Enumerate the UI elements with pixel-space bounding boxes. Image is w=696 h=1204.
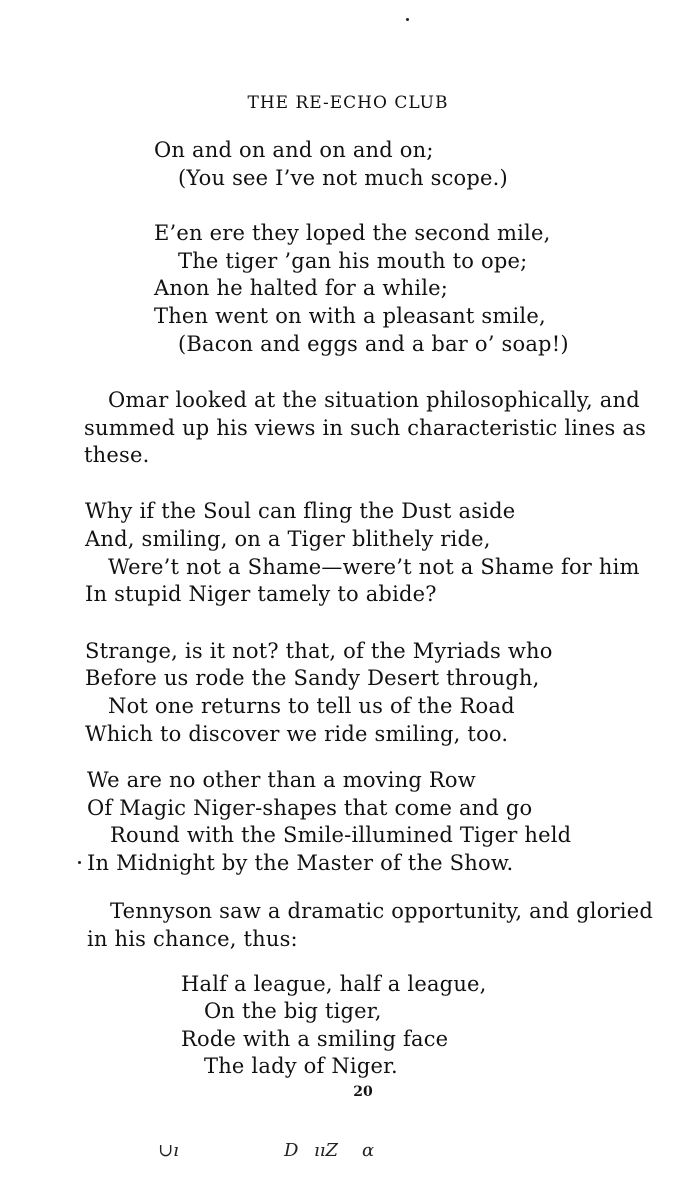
- artifact-glyph: ∪ı: [158, 1140, 179, 1161]
- prose-line: Tennyson saw a dramatic opportunity, and gloried: [110, 899, 653, 923]
- prose-line: in his chance, thus:: [87, 927, 298, 951]
- verse-line: We are no other than a moving Row: [87, 768, 476, 792]
- verse-line: The tiger ’gan his mouth to ope;: [178, 249, 528, 273]
- page-number: 20: [353, 1084, 373, 1100]
- running-title: THE RE-ECHO CLUB: [247, 93, 449, 113]
- verse-line: (Bacon and eggs and a bar o’ soap!): [178, 332, 569, 356]
- verse-line: Rode with a smiling face: [181, 1027, 449, 1051]
- verse-line: On the big tiger,: [204, 999, 382, 1023]
- prose-line: summed up his views in such characteristic lines as: [84, 416, 647, 440]
- verse-line: E’en ere they loped the second mile,: [154, 221, 551, 245]
- verse-line: (You see I’ve not much scope.): [178, 166, 508, 190]
- verse-line: In Midnight by the Master of the Show.: [87, 851, 514, 875]
- verse-line: Were’t not a Shame—were’t not a Shame for him: [108, 555, 640, 579]
- verse-line: Anon he halted for a while;: [154, 276, 449, 300]
- prose-line: Omar looked at the situation philosophically, and: [108, 388, 640, 412]
- verse-line: And, smiling, on a Tiger blithely ride,: [85, 527, 491, 551]
- verse-line: Strange, is it not? that, of the Myriads who: [85, 639, 553, 663]
- margin-mark: [78, 861, 81, 864]
- verse-line: Why if the Soul can fling the Dust aside: [85, 499, 516, 523]
- verse-line: Not one returns to tell us of the Road: [108, 694, 515, 718]
- verse-line: In stupid Niger tamely to abide?: [85, 582, 437, 606]
- verse-line: Which to discover we ride smiling, too.: [85, 722, 509, 746]
- artifact-glyph: α: [362, 1140, 375, 1161]
- scan-speck: [406, 18, 409, 21]
- verse-line: On and on and on and on;: [154, 138, 434, 162]
- verse-line: The lady of Niger.: [204, 1054, 398, 1078]
- prose-line: these.: [84, 443, 150, 467]
- verse-line: Round with the Smile-illumined Tiger held: [110, 823, 572, 847]
- verse-line: Before us rode the Sandy Desert through,: [85, 666, 540, 690]
- artifact-glyph: D: [284, 1140, 299, 1161]
- verse-line: Half a league, half a league,: [181, 972, 487, 996]
- artifact-glyph: ııZ: [314, 1140, 339, 1161]
- verse-line: Of Magic Niger-shapes that come and go: [87, 796, 533, 820]
- verse-line: Then went on with a pleasant smile,: [154, 304, 546, 328]
